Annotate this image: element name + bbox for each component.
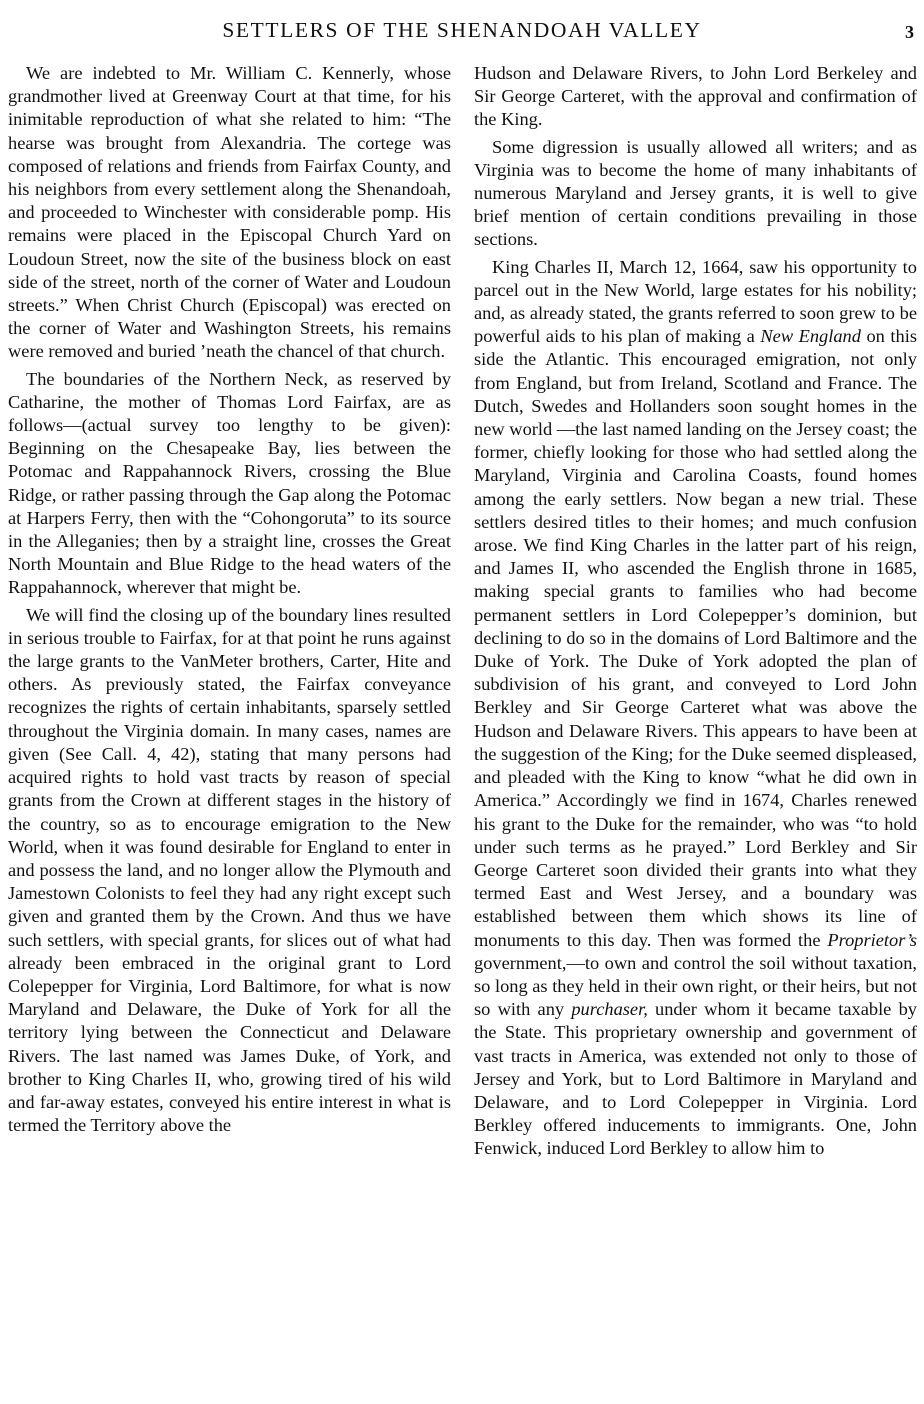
emphasis-text: Proprietor’s xyxy=(827,929,917,950)
paragraph xyxy=(474,256,917,1161)
page-title: SETTLERS OF THE SHENANDOAH VALLEY xyxy=(222,18,702,42)
paragraph: We will find the closing up of the boundary lines resulted in serious trouble to Fairfax, for at that point he runs against the large grants to the VanMeter brothers, Carter, Hite and others. As previously stated, the Fairfax conveyance recognizes the rights of certain inhabitants, sparsely settled throughout the Virginia domain. In many cases, names are given (See Call. 4, 42), stating that many persons had acquired rights to hold vast tracts by reason of special grants from the Crown at different stages in the history of the country, so as to encourage emigration to the New World, when it was found desirable for England to enter in and possess the land, and no longer allow the Plymouth and Jamestown Colonists to feel they had any right except such given and granted them by the Crown. And thus we have such settlers, with special grants, for slices out of what had already been embraced in the original grant to Lord Colepepper for Virginia, Lord Baltimore, for what is now Maryland and Delaware, the Duke of York for all the territory lying between the Connecticut and Delaware Rivers. The last named was James Duke, of York, and brother to King Charles II, who, growing tired of his wild and far-away estates, conveyed his entire interest in what is termed the Territory above the xyxy=(8,604,451,1136)
emphasis-text: purchaser, xyxy=(571,999,648,1020)
right-column xyxy=(474,62,917,1402)
paragraph: Hudson and Delaware Rivers, to John Lord Berkeley and Sir George Carteret, with the approval and confirmation of the King. xyxy=(474,63,917,130)
page-number: 3 xyxy=(905,22,914,42)
left-column xyxy=(8,62,451,1402)
paragraph-text: King Charles II, March 12, 1664, saw his opportunity to parcel out in the New World, large estates for his nobility; and, as already stated, the grants referred to soon grew to be powerful aids to his plan of making a xyxy=(474,256,917,347)
paragraph-text: under whom it became taxable by the State. This proprietary ownership and government of vast tracts in America, was extended not only to those of Jersey and York, but to Lord Baltimore in Maryland and Delaware, and to Lord Colepepper in Virginia. Lord Berkley offered inducements to immigrants. One, John Fenwick, induced Lord Berkley to allow him to xyxy=(474,999,917,1159)
paragraph: The boundaries of the Northern Neck, as reserved by Catharine, the mother of Thomas Lord Fairfax, are as follows—(actual survey too lengthy to be given): Beginning on the Chesapeake Bay, lies between the Potomac and Rappahannock Rivers, crossing the Blue Ridge, or rather passing through the Gap along the Potomac at Harpers Ferry, then with the “Cohongoruta” to its source in the Alleganies; then by a straight line, crosses the Great North Mountain and Blue Ridge to the head waters of the Rappahannock, wherever that might be. xyxy=(8,368,451,598)
paragraph-text: on this side the Atlantic. This encouraged emigration, not only from England, but from Ireland, Scotland and France. The Dutch, Swedes and Hollanders soon sought homes in the new world —the last named landing on the Jersey coast; the former, chiefly looking for those who had settled along the Maryland, Virginia and Carolina Coasts, found homes among the early settlers. Now began a new trial. These settlers desired titles to their homes; and much confusion arose. We find King Charles in the latter part of his reign, and James II, who ascended the English throne in 1685, making special grants to families who had become permanent settlers in Lord Colepepper’s dominion, but declining to do so in the domains of Lord Baltimore and the Duke of York. The Duke of York adopted the plan of subdivision of his grant, and conveyed to Lord John Berkley and Sir George Carteret what was above the Hudson and Delaware Rivers. This appears to have been at the suggestion of the King; for the Duke seemed displeased, and pleaded with the King to know “what he did own in America.” Accordingly we find in 1674, Charles renewed his grant to the Duke for the remainder, who was “to hold under such terms as he prayed.” Lord Berkley and Sir George Carteret soon divided their grants into what they termed East and West Jersey, and a boundary was established between them which shows its line of monuments to this day. Then was formed the xyxy=(474,326,917,950)
paragraph: We are indebted to Mr. William C. Kennerly, whose grandmother lived at Greenway Court at that time, for his inimitable reproduction of what she related to him: “The hearse was brought from Alexandria. The cortege was composed of relations and friends from Fairfax County, and his neighbors from every settlement along the Shenandoah, and proceeded to Winchester with considerable pomp. His remains were placed in the Episcopal Church Yard on Loudoun Street, now the site of the business block on east side of the street, north of the corner of Water and Loudoun streets.” When Christ Church (Episcopal) was erected on the corner of Water and Washington Streets, his remains were removed and buried ’neath the chancel of that church. xyxy=(8,63,451,362)
paragraph-text: government,—to own and control the soil without taxation, so long as they held in their own right, or their heirs, but not so with any xyxy=(474,952,917,1020)
running-head xyxy=(0,14,924,44)
paragraph: Some digression is usually allowed all writers; and as Virginia was to become the home of many inhabitants of numerous Maryland and Jersey grants, it is well to give brief mention of certain conditions prevailing in those sections. xyxy=(474,136,917,250)
emphasis-text: New England xyxy=(760,326,861,347)
